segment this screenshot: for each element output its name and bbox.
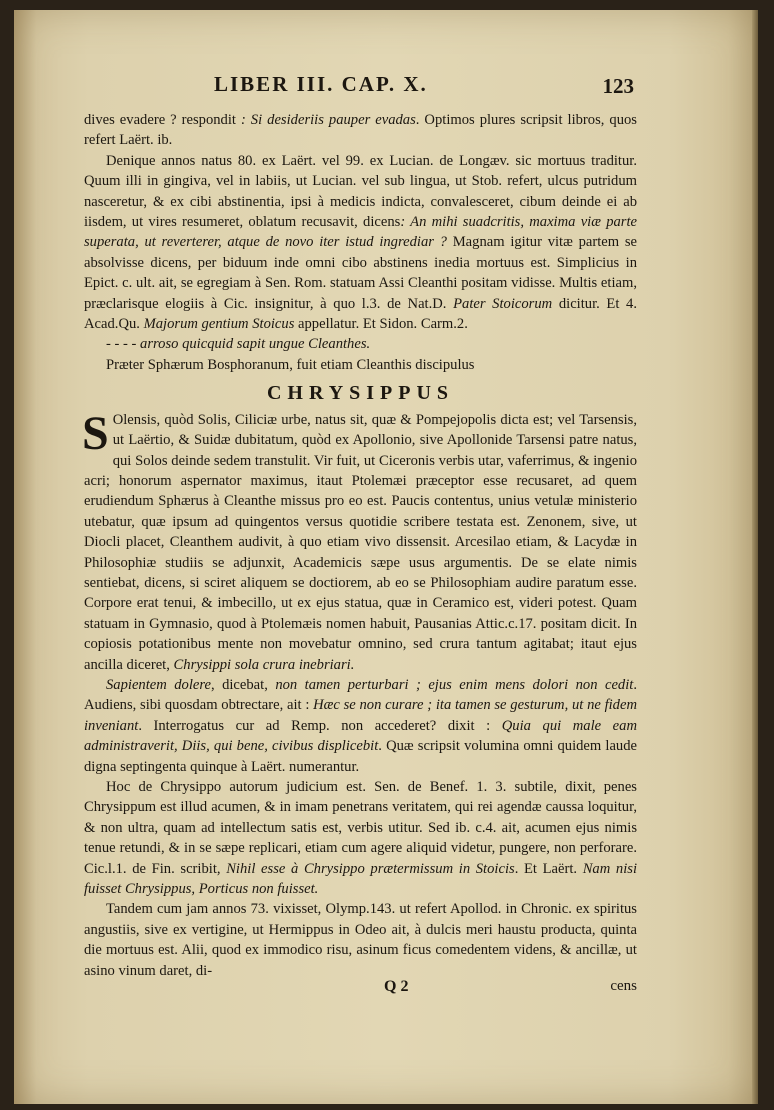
running-title: LIBER III. CAP. X.	[214, 72, 428, 96]
text-run: . Quæ scripsit volumina omni quidem laude digna septingenta quinque à Laërt. numerantur.	[84, 738, 637, 775]
italic-run: Hæc se non curare ; ita tamen se gesturum, ut ne fidem inveniant	[84, 697, 637, 734]
text-run: . Interrogatus cur ad Remp. non accederet? dixit :	[138, 717, 502, 734]
italic-run: Quia qui male eam administraverit, Diis, qui bene, civibus displicebit	[84, 717, 637, 755]
paragraph	[84, 675, 637, 777]
signature-mark: Q 2	[384, 978, 409, 995]
text-run: dicitur. Et 4. Acad.Qu.	[84, 295, 637, 333]
text-run: . Optimos plures scripsit libros, quos refert Laërt. ib.	[84, 112, 637, 149]
catchword: cens	[610, 978, 637, 994]
text-run: . Audiens, sibi quosdam obtrectare, ait :	[84, 676, 637, 714]
section-heading: CHRYSIPPUS	[266, 382, 455, 405]
italic-run: Nihil esse à Chrysippo prætermissum in Stoicis	[226, 860, 515, 877]
paragraph	[84, 899, 637, 981]
book-page	[14, 10, 758, 1104]
italic-run: Chrysippi sola crura inebriari.	[173, 656, 355, 673]
paragraph	[84, 110, 637, 151]
text-run: Denique annos natus 80. ex Laërt. vel 99. ex Lucian. de Longæv. sic mortuus traditur. Quum illi in gingiva, vel in labiis, ut Lucian. vel sub lingua, ut Stob. refert, ulcus putridum nasceretur, & ex cibi abstinentia, ipsi à medicis indicta, convalesceret, cibum deinde ei ab iisdem, ut vires resumeret, oblatum recusavit, dicens	[84, 152, 637, 231]
text-run: Præter Sphærum Bosphoranum, fuit etiam Cleanthis discipulus	[106, 356, 475, 373]
italic-run: Nam nisi fuisset Chrysippus, Porticus non fuisset.	[84, 860, 637, 898]
italic-run: non tamen perturbari ; ejus enim mens dolori non cedit	[275, 676, 634, 693]
italic-run: Majorum gentium Stoicus	[143, 316, 295, 333]
body-text	[84, 110, 637, 981]
paragraph	[84, 777, 637, 899]
text-run: dives evadere ? respondit	[84, 112, 241, 128]
text-run: Tandem cum jam annos 73. vixisset, Olymp.143. ut refert Apollod. in Chronic. ex spiritus angustiis, sive ex vertigine, ut Hermippus in Odeo ait, à dulcis meri haustu producta, quinta die mortuus est. Alii, quod ex immodico risu, asinum ficus comedentem videns, & ancillæ, ut asino vinum daret, di-	[84, 901, 637, 979]
text-run: Magnam igitur vitæ partem se absolvisse dicens, per biduum inde omni cibo abstinens inedia mortuus est. Simplicius in Epict. c. ult. ait, se egregiam à Sen. Rom. statuam Assi Cleanthi positam vidisse. Multis etiam, præclarisque elogiis à Cic. insignitur, à quo l.3. de Nat.D.	[84, 234, 637, 312]
text-run: . Et Laërt.	[514, 860, 583, 877]
text-run: appellatur. Et Sidon. Carm.2.	[294, 316, 468, 333]
text-run: , dicebat,	[210, 676, 276, 693]
paragraph	[84, 355, 637, 375]
page-edge	[752, 10, 758, 1104]
section-chrysippus	[82, 406, 637, 981]
paragraph	[84, 151, 637, 335]
text-run: Olensis, quòd Solis, Ciliciæ urbe, natus sit, quæ & Pompejopolis dicta est; vel Tarsensis, ut Laërtio, & Suidæ dubitatum, quòd ex Apollonio, sive Apollonide Tarsensi patre natus, qui Solos deinde sedem transtulit. Vir fuit, ut Ciceronis verbis utar, vaferrimus, & ingenio acri; honorum aspernator maximus, itaut Ptolemæi præceptor esse recusaret, ad quem erudiendum Sphærus à Cleanthe missus pro eo est. Paucis contentus, unius vetulæ ministerio utebatur, quæ ipsum ad quingentos versus quotidie scribere testata est. Zenonem, sive, ut Diocli placet, Cleanthem audivit, à quo etiam vivo dissensit. Arcesilao etiam, & Lacydæ in Philosophiæ studiis se adjunxit, Academicis sæpe usus argumentis. De se elate nimis sentiebat, dicens, si sciret aliquem se doctiorem, ab eo se Philosophiam audire paratum esse. Corpore erat tenui, & imbecillo, ut ex ejus statua, quæ in Ceramico est, videri potest. Quam statuam in Gymnasio, quod à Ptolemæis nomen habuit, Pausanias Attic.c.17. positam dicit. In copiosis potationibus mente non movebatur omnino, sed crura tantum agitabat; itaut ejus ancilla diceret,	[84, 411, 637, 673]
section-cleanthes-end	[84, 110, 637, 375]
italic-run: Pater Stoicorum	[453, 295, 553, 312]
paragraph	[84, 334, 637, 354]
page-number: 123	[602, 74, 634, 98]
paragraph	[82, 406, 637, 675]
text-run: Hoc de Chrysippo autorum judicium est. Sen. de Benef. 1. 3. subtile, dixit, penes Chrysippum est illud acumen, & in imam penetrans veritatem, qui rei agendæ caussa loquitur, & non ultra, quam ad intellectum satis est, verbis utitur. Sed ib. c.4. ait, acumen ejus nimis tenue retundi, & in se sæpe replicari, etiam cum agere aliquid videtur, pungere, non perforare. Cic.l.1. de Fin. scribit,	[84, 779, 637, 877]
italic-run: Sapientem dolere	[106, 676, 211, 693]
drop-cap: S	[82, 406, 109, 460]
italic-run: - - - - arroso quicquid sapit ungue Cleanthes.	[106, 336, 371, 353]
page-footer	[84, 978, 637, 1000]
italic-run: : An mihi suadcritis, maxima viæ parte superata, ut reverterer, atque de novo iter istud ingrediar ?	[84, 214, 637, 251]
italic-run: : Si desideriis pauper evadas	[240, 112, 416, 128]
page-header	[214, 72, 634, 102]
